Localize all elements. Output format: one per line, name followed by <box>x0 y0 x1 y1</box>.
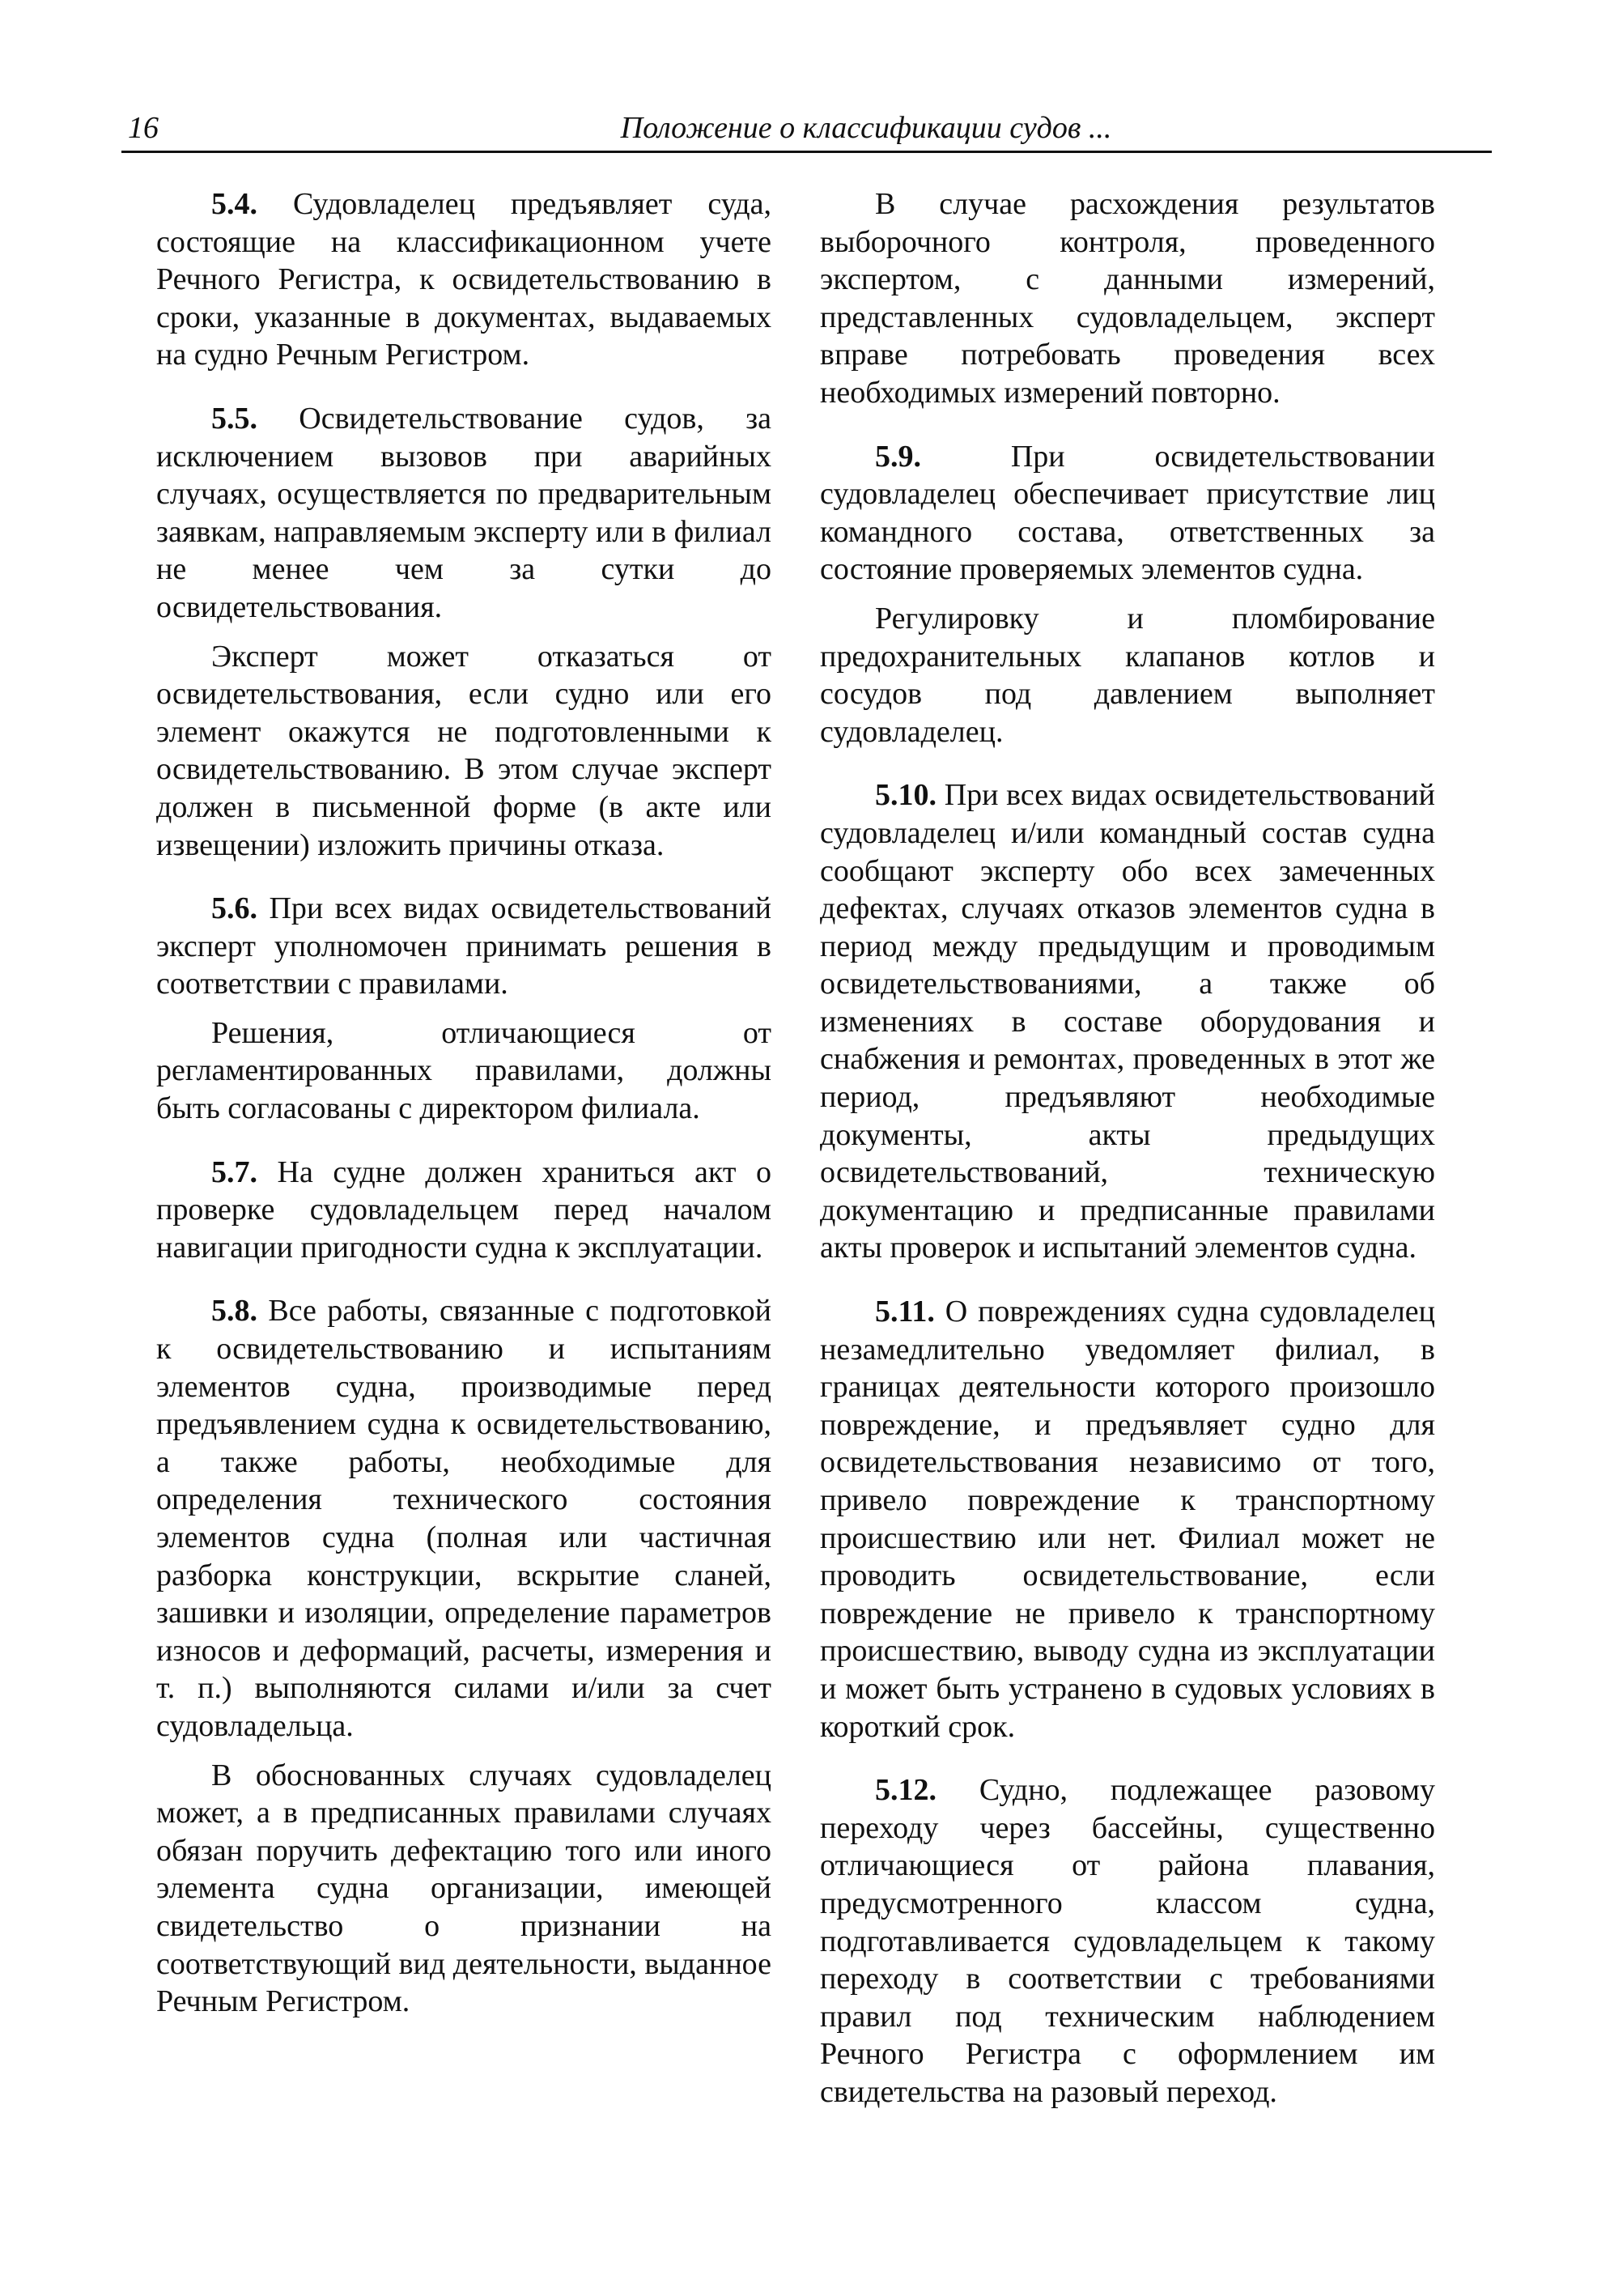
clause-5-7 <box>156 1154 771 1267</box>
clause-number: 5.9. <box>875 439 921 474</box>
paragraph: Эксперт может отказаться от освидетельствования, если судно или его элемент окажутся не подготовленными к освидетельствованию. В этом случае эксперт должен в письменной форме (в акте или извещении) изложить причины отказа. <box>156 639 771 862</box>
clause-number: 5.7. <box>211 1154 257 1189</box>
clause-text: Судно, подлежащее разовому переходу через бассейны, существенно отличающиеся от района плавания, предусмотренного классом судна, подготавливается судовладельцем к такому переходу в соответствии с требованиями правил под техническим наблюдением Речного Регистра с оформлением им свидетельства на разовый переход. <box>820 1773 1435 2109</box>
clause-number: 5.8. <box>211 1294 257 1329</box>
clause-number: 5.6. <box>211 891 257 926</box>
clause-text: Освидетельствование судов, за исключением вызовов при аварийных случаях, осуществляется по предварительным заявкам, направляемым эксперту или в филиал не менее чем за сутки до освидетельствования. <box>156 401 771 624</box>
clause-5-4 <box>156 185 771 374</box>
right-column <box>820 185 1435 2111</box>
page-header <box>121 104 1492 153</box>
clause-text: Судовладелец предъявляет суда, состоящие на классификационном учете Речного Регистра, к освидетельствованию в сроки, указанные в документах, выдаваемых на судно Речным Регистром. <box>156 187 771 372</box>
clause-text: Все работы, связанные с подготовкой к освидетельствованию и испытаниям элементов судна, производимые перед предъявлением судна к освидетельствованию, а также работы, необходимые для определения технического состояния элементов судна (полная или частичная разборка конструкции, вскрытие сланей, зашивки и изоляции, определение параметров износов и деформаций, расчеты, измерения и т. п.) выполняются силами и/или за счет судовладельца. <box>156 1294 771 1743</box>
clause-5-11 <box>820 1293 1435 1745</box>
paragraph: В обоснованных случаях судовладелец может, а в предписанных правилами случаях обязан поручить дефектацию того или иного элемента судна организации, имеющей свидетельство о признании на соответствующий вид деятельности, выданное Речным Регистром. <box>156 1758 771 2019</box>
clause-number: 5.5. <box>211 401 257 436</box>
clause-5-5 <box>156 400 771 627</box>
paragraph: Регулировку и пломбирование предохранительных клапанов котлов и сосудов под давлением выполняет судовладелец. <box>820 601 1435 749</box>
clause-number: 5.11. <box>875 1295 935 1329</box>
clause-5-6 <box>156 890 771 1003</box>
page-number: 16 <box>128 111 159 145</box>
clause-text: О повреждениях судна судовладелец незамедлительно уведомляет филиал, в границах деятельности которого произошло повреждение, и предъявляет судно для освидетельствования независимо от того, привело повреждение к транспортному происшествию или нет. Филиал может не проводить освидетельствование, если повреждение не привело к транспортному происшествию, выводу судна из эксплуатации и может быть устранено в судовых условиях в короткий срок. <box>820 1295 1435 1744</box>
clause-number: 5.12. <box>875 1773 937 1808</box>
clause-5-12 <box>820 1771 1435 2111</box>
clause-5-8 <box>156 1292 771 1745</box>
clause-text: При освидетельствовании судовладелец обеспечивает присутствие лиц командного состава, ответственных за состояние проверяемых элементов судна. <box>820 439 1435 587</box>
clause-text: При всех видах освидетельствований эксперт уполномочен принимать решения в соответствии с правилами. <box>156 891 771 1001</box>
clause-number: 5.10. <box>875 778 937 813</box>
paragraph: В случае расхождения результатов выборочного контроля, проведенного экспертом, с данными измерений, представленных судовладельцем, эксперт вправе потребовать проведения всех необходимых измерений повторно. <box>820 187 1435 410</box>
clause-number: 5.4. <box>211 187 257 221</box>
left-column <box>156 185 771 2021</box>
clause-5-9 <box>820 438 1435 589</box>
paragraph: Решения, отличающиеся от регламентированных правилами, должны быть согласованы с директором филиала. <box>156 1015 771 1126</box>
running-title: Положение о классификации судов ... <box>620 111 1112 145</box>
clause-text: На судне должен храниться акт о проверке судовладельцем перед началом навигации пригодности судна к эксплуатации. <box>156 1154 771 1265</box>
clause-text: При всех видах освидетельствований судовладелец и/или командный состав судна сообщают эксперту обо всех замеченных дефектах, случаях отказов элементов судна в период между предыдущим и проводимым освидетельствованиями, а также об изменениях в составе оборудования и снабжения и ремонтах, проведенных в этот же период, предъявляют необходимые документы, акты предыдущих освидетельствований, техническую документацию и предписанные правилами акты проверок и испытаний элементов судна. <box>820 778 1435 1265</box>
clause-5-10 <box>820 776 1435 1267</box>
